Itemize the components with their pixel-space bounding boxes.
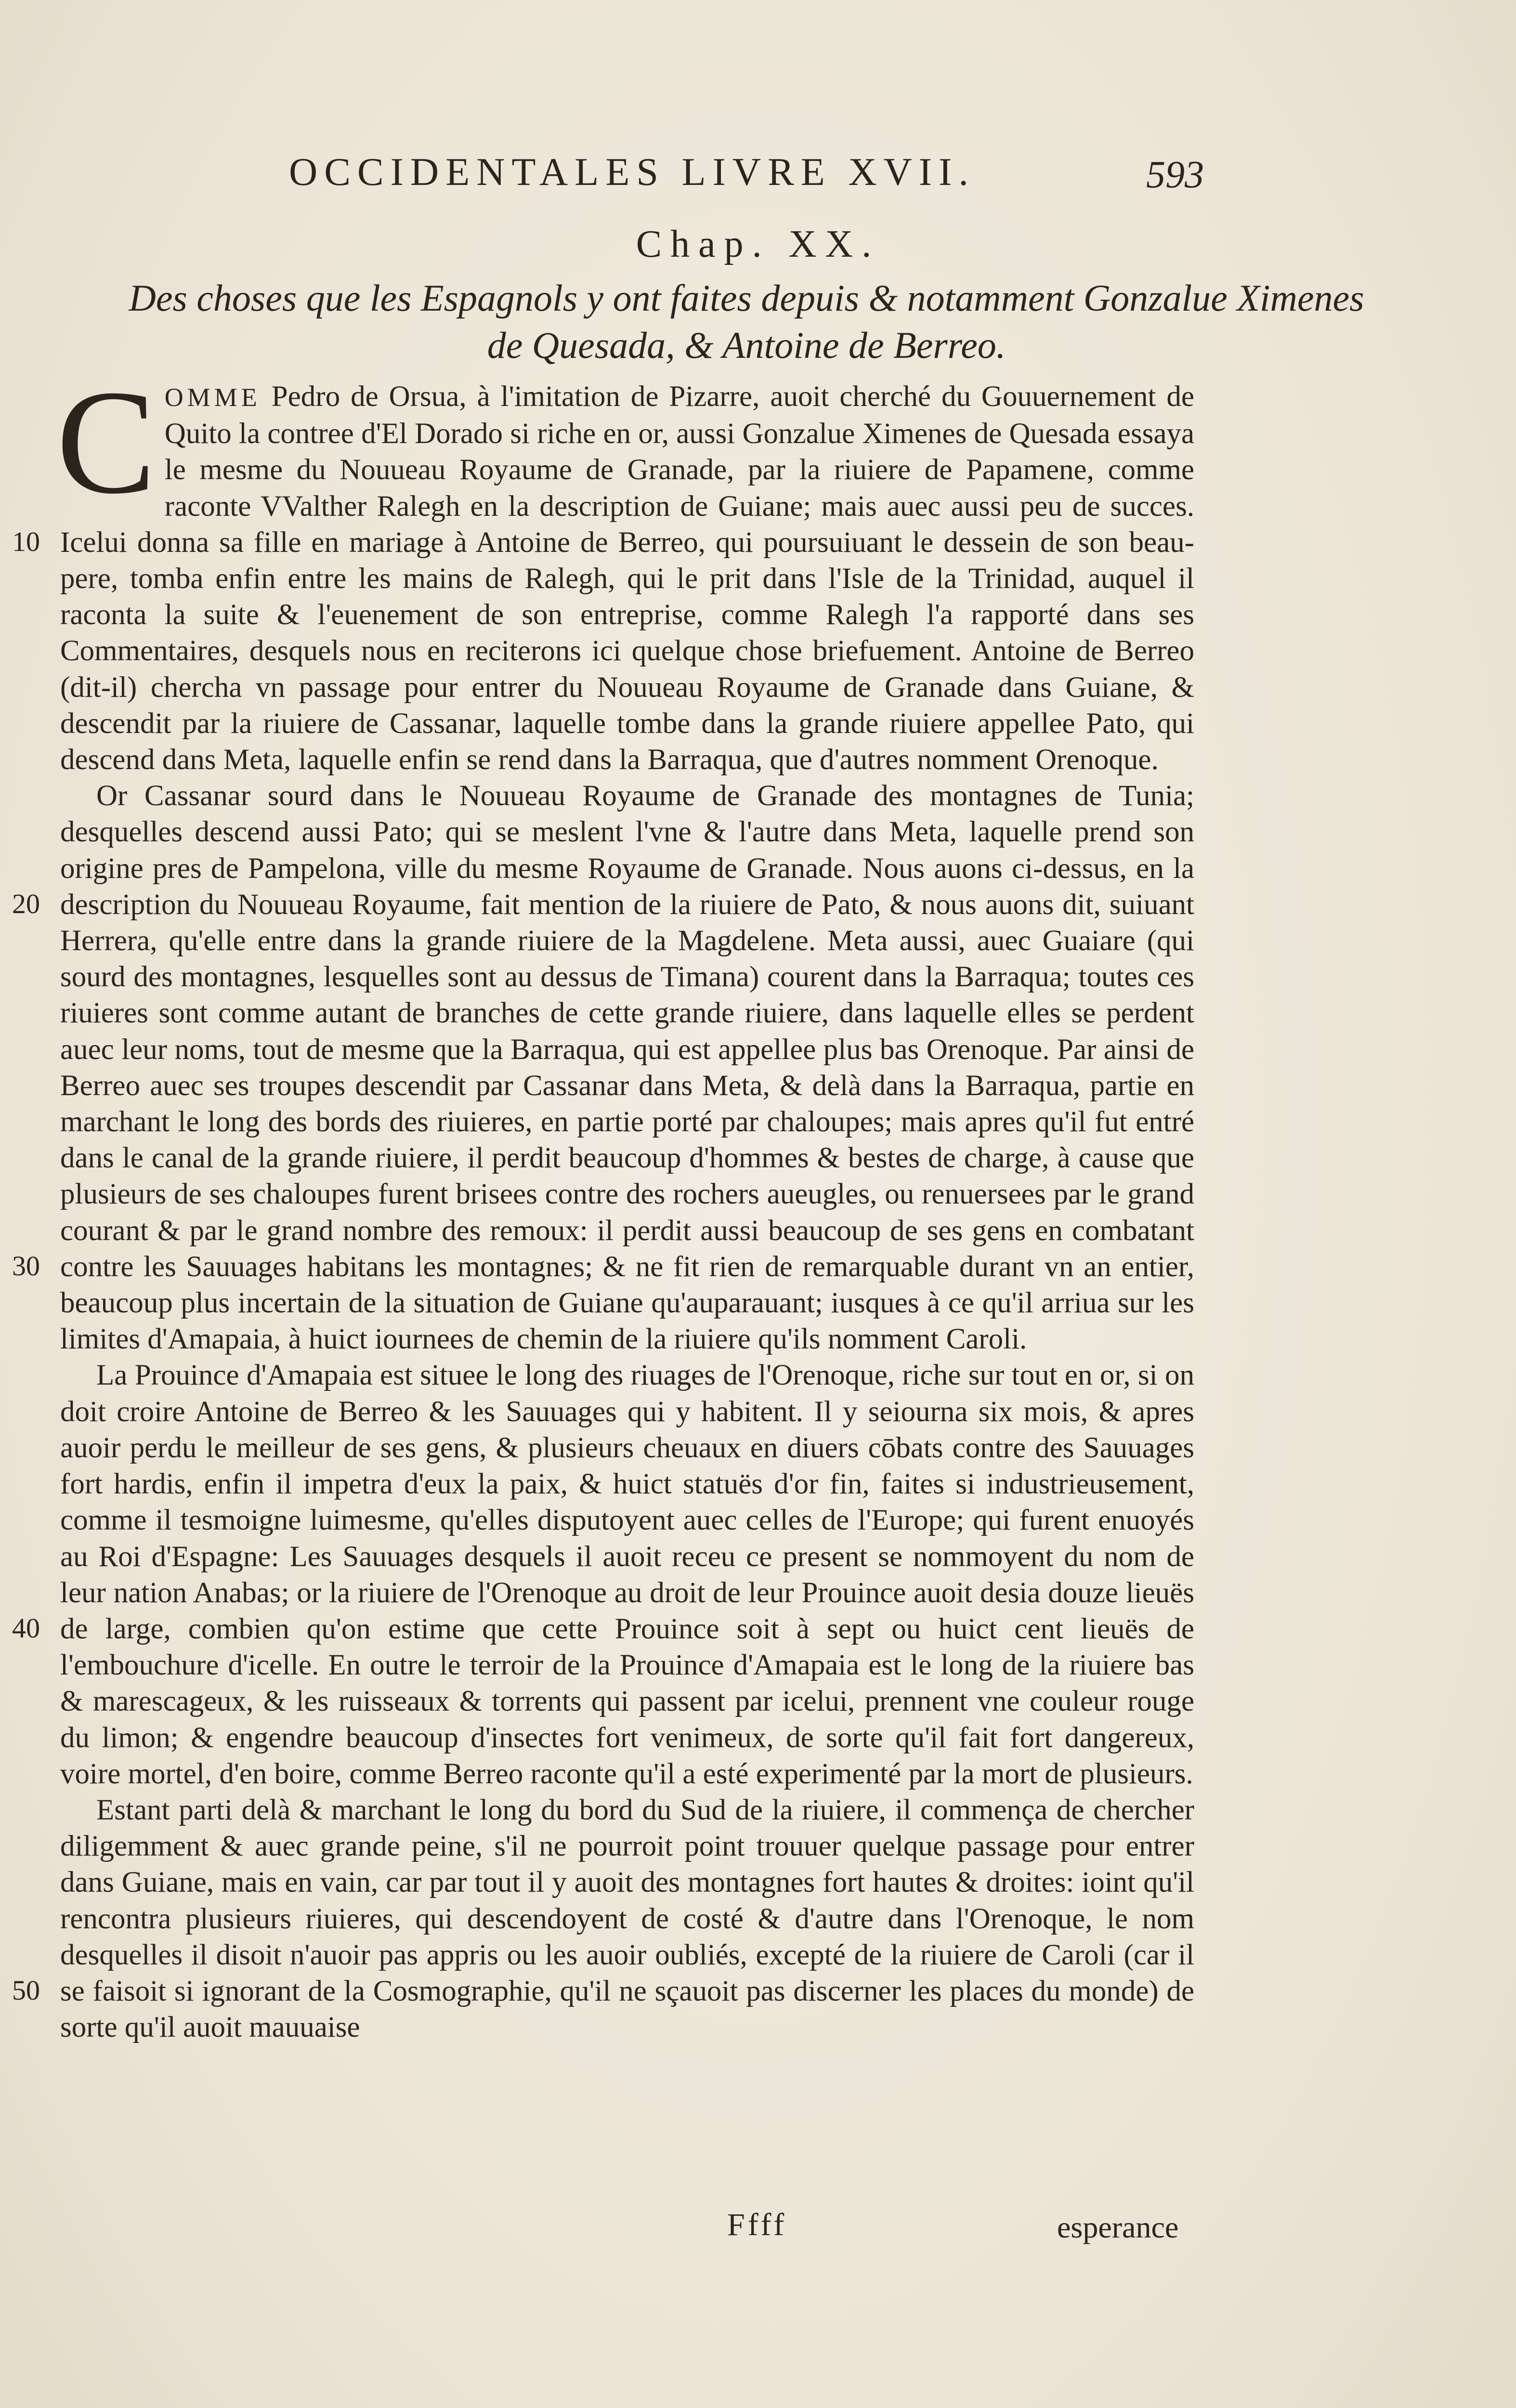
paragraph: La Prouince d'Amapaia est situee le long des riuages de l'Orenoque, riche sur tout en or, si on doit croire Antoine de Berreo & les Sauuages qui y habitent. Il y seiourna six mois, & apres auoir perdu le meilleur de ses gens, & plusieurs cheuaux en diuers cōbats contre des Sauuages fort hardis, enfin il impetra d'eux la paix, & huict statuës d'or fin, faites si industrieusement, comme il tesmoigne luimesme, qu'elles disputoyent auec celles de l'Europe; qui furent enuoyés au Roi d'Espagne: Les Sauuages desquels il auoit receu ce present se nommoyent du nom de leur nation Anabas; or la riuiere de l'Orenoque au droit de leur Prouince auoit desia douze lieuës de large, combien qu'on estime que cette Prouince soit à sept ou huict cent lieuës de l'embouchure d'icelle. En outre le terroir de la Prouince d'Amapaia est le long de la riuiere bas & marescageux, & les ruisseaux & torrents qui passent par icelui, prennent vne couleur rouge du limon; & engendre beaucoup d'insectes fort venimeux, de sorte qu'il fait fort dangereux, voire mortel, d'en boire, comme Berreo raconte qu'il a esté experimenté par la mort de plusieurs. xyxy=(60,1359,1194,1790)
chapter-heading: Chap. XX. xyxy=(636,223,880,265)
opening-word: OMME xyxy=(164,383,261,412)
line-number: 40 xyxy=(12,1612,40,1644)
folio-number: 593 xyxy=(1146,154,1204,196)
line-number: 30 xyxy=(12,1250,40,1282)
paragraph xyxy=(56,360,1194,778)
line-number: 20 xyxy=(12,888,40,919)
paragraph: Or Cassanar sourd dans le Nouueau Royaume de Granade des montagnes de Tunia; desquelles descend aussi Pato; qui se meslent l'vne & l'autre dans Meta, laquelle prend son origine pres de Pampelona, ville du mesme Royaume de Granade. Nous auons ci-dessus, en la description du Nouueau Royaume, fait mention de la riuiere de Pato, & nous auons dit, suiuant Herrera, qu'elle entre dans la grande riuiere de la Magdelene. Meta aussi, auec Guaiare (qui sourd des montagnes, lesquelles sont au dessus de Timana) courent dans la Barraqua; toutes ces riuieres sont comme autant de branches de cette grande riuiere, dans laquelle elles se perdent auec leur noms, tout de mesme que la Barraqua, qui est appellee plus bas Orenoque. Par ainsi de Berreo auec ses troupes descendit par Cassanar dans Meta, & delà dans la Barraqua, partie en marchant le long des bords des riuieres, en partie porté par chaloupes; mais apres qu'il fut entré dans le canal de la grande riuiere, il perdit beaucoup d'hommes & bestes de charge, à cause que plusieurs de ses chaloupes furent brisees contre des rochers aueugles, ou renuersees par le grand courant & par le grand nombre des remoux: il perdit aussi beaucoup de ses gens en combatant contre les Sauuages habitans les montagnes; & ne fit rien de remarquable durant vn an entier, beaucoup plus incertain de la situation de Guiane qu'auparauant; iusques à ce qu'il arriua sur les limites d'Amapaia, à huict iournees de chemin de la riuiere qu'ils nomment Caroli. xyxy=(60,780,1194,1356)
signature-mark: Ffff xyxy=(727,2207,787,2242)
line-number: 10 xyxy=(12,525,40,557)
line-number: 50 xyxy=(12,1974,40,2006)
paragraph: Estant parti delà & marchant le long du bord du Sud de la riuiere, il commença de chercher diligemment & auec grande peine, s'il ne pourroit point trouuer quelque passage pour entrer dans Guiane, mais en vain, car par tout il y auoit des montagnes fort hautes & droites: ioint qu'il rencontra plusieurs riuieres, qui descendoyent de costé & d'autre dans l'Orenoque, le nom desquelles il disoit n'auoir pas appris ou les auoir oubliés, excepté de la riuiere de Caroli (car il se faisoit si ignorant de la Cosmographie, qu'il ne sçauoit pas discerner les places du monde) de sorte qu'il auoit mauuaise xyxy=(60,1793,1194,2044)
catchword: esperance xyxy=(1057,2210,1179,2244)
drop-cap: C xyxy=(56,360,156,525)
chapter-subtitle: Des choses que les Espagnols y ont faites depuis & notamment Gonzalue Ximenes de Quesada, & Antoine de Berreo. xyxy=(129,277,1364,366)
running-head: OCCIDENTALES LIVRE XVII. xyxy=(289,150,975,194)
paragraph-text: Pedro de Orsua, à l'imitation de Pizarre, auoit cherché du Gouuernement de Quito la contree d'El Dorado si riche en or, aussi Gonzalue Ximenes de Quesada essaya le mesme du Nouueau Royaume de Granade, par la riuiere de Papamene, comme raconte VValther Ralegh en la description de Guiane; mais auec aussi peu de succes. Icelui donna sa fille en mariage à Antoine de Berreo, qui poursuiuant le dessein de son beau-pere, tomba enfin entre les mains de Ralegh, qui le prit dans l'Isle de la Trinidad, auquel il raconta la suite & l'euenement de son entreprise, comme Ralegh l'a rapporté dans ses Commentaires, desquels nous en reciterons ici quelque chose briefuement. Antoine de Berreo (dit-il) chercha vn passage pour entrer du Nouueau Royaume de Granade dans Guiane, & descendit par la riuiere de Cassanar, laquelle tombe dans la grande riuiere appellee Pato, qui descend dans Meta, laquelle enfin se rend dans la Barraqua, que d'autres nomment Orenoque. xyxy=(60,380,1194,776)
body-text xyxy=(56,360,1194,2045)
